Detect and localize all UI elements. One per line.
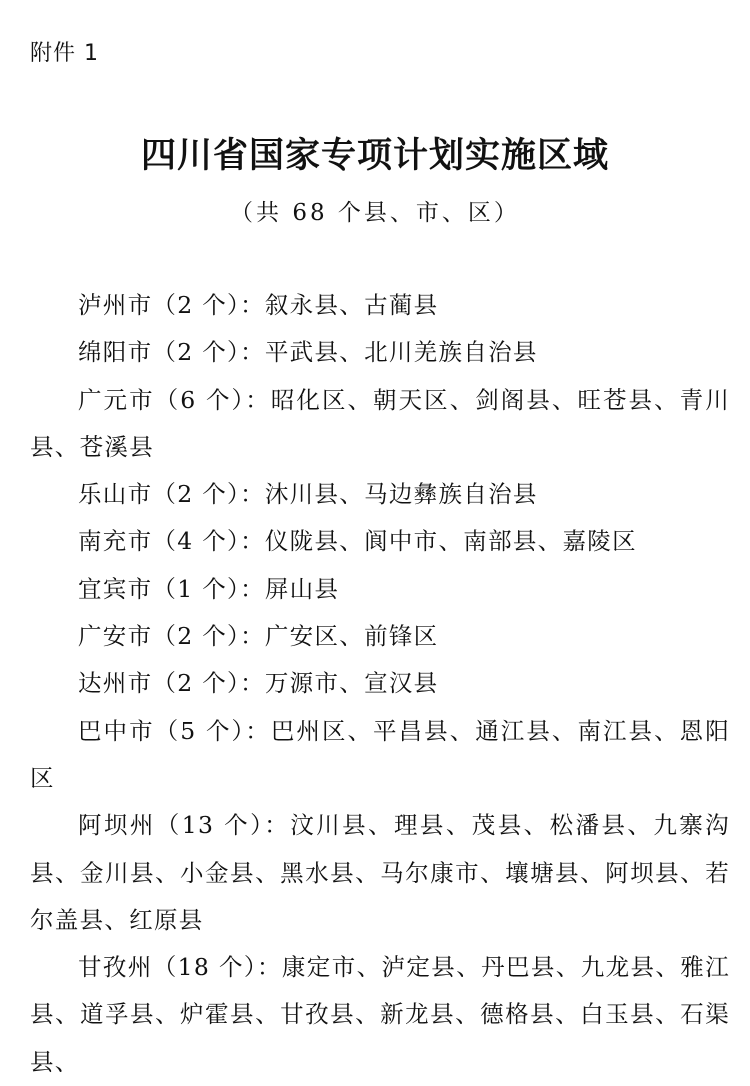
region-entry-yibin: 宜宾市（1 个）：屏山县 — [78, 574, 340, 603]
region-entry-ganzi: 甘孜州（18 个）：康定市、泸定县、丹巴县、九龙县、雅江县、道孚县、炉霍县、甘孜县、新龙县、德格县、白玉县、石渠县、 — [30, 953, 730, 1076]
region-entry-dazhou: 达州市（2 个）：万源市、宣汉县 — [78, 669, 439, 698]
document-subtitle: （共 68 个县、市、区） — [230, 200, 520, 226]
region-entry-guangan: 广安市（2 个）：广安区、前锋区 — [78, 622, 439, 651]
region-entry-nanchong: 南充市（4 个）：仪陇县、阆中市、南部县、嘉陵区 — [78, 527, 637, 556]
region-entry-leshan: 乐山市（2 个）：沐川县、马边彝族自治县 — [78, 480, 538, 509]
region-entry-bazhong: 巴中市（5 个）：巴州区、平昌县、通江县、南江县、恩阳区 — [30, 716, 730, 792]
attachment-label: 附件 1 — [30, 41, 99, 66]
region-entry-mianyang: 绵阳市（2 个）：平武县、北川羌族自治县 — [78, 338, 538, 367]
region-list — [30, 282, 730, 1086]
region-entry-guangyuan: 广元市（6 个）：昭化区、朝天区、剑阁县、旺苍县、青川县、苍溪县 — [30, 385, 730, 461]
document-title: 四川省国家专项计划实施区域 — [140, 136, 609, 176]
region-entry-luzhou: 泸州市（2 个）：叙永县、古蔺县 — [78, 291, 439, 319]
region-entry-aba: 阿坝州（13 个）：汶川县、理县、茂县、松潘县、九寨沟县、金川县、小金县、黑水县、马尔康市、壤塘县、阿坝县、若尔盖县、红原县 — [30, 811, 730, 934]
